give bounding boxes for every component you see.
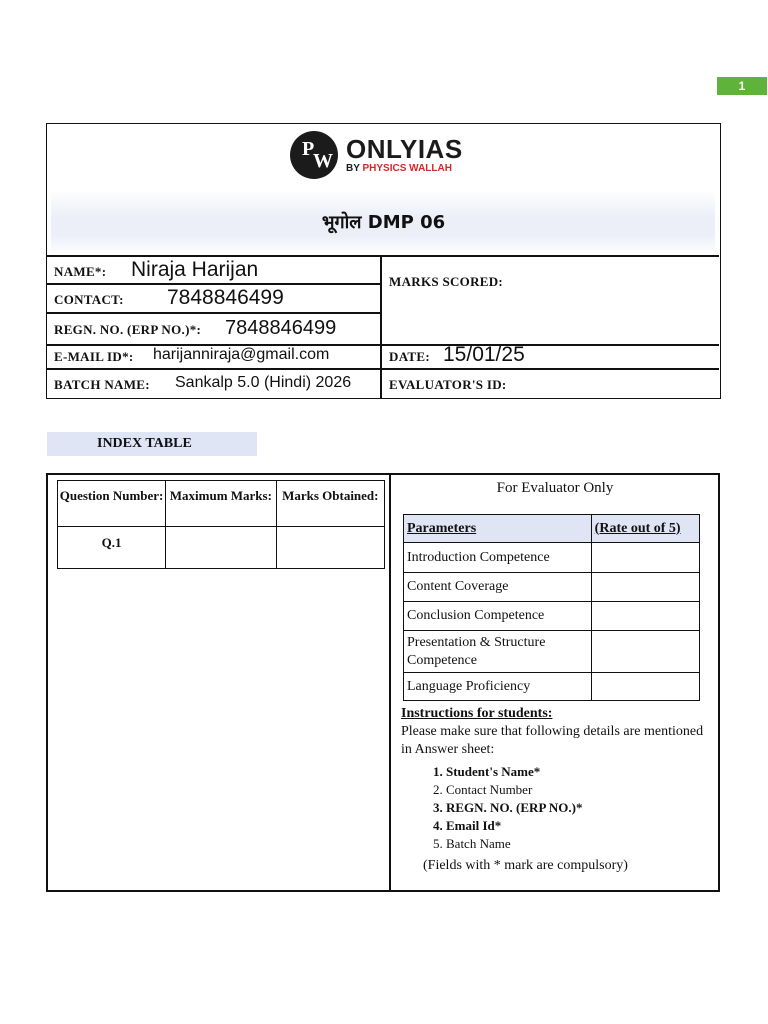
instructions-block (401, 705, 711, 875)
rate-cell[interactable] (591, 543, 699, 573)
rate-cell[interactable] (591, 673, 699, 701)
header-box (46, 123, 721, 399)
list-item: 3. REGN. NO. (ERP NO.)* (446, 799, 711, 817)
table-row (404, 573, 700, 602)
marks-scored-label: MARKS SCORED: (389, 274, 504, 289)
parameter-label: Language Proficiency (404, 673, 592, 701)
rate-cell[interactable] (591, 631, 699, 673)
marks-obtained-cell[interactable] (276, 527, 384, 569)
batch-value: Sankalp 5.0 (Hindi) 2026 (175, 374, 352, 391)
compulsory-note: (Fields with * mark are compulsory) (423, 858, 628, 873)
max-marks-cell[interactable] (166, 527, 276, 569)
instructions-heading: Instructions for students: (401, 706, 553, 721)
parameter-label: Conclusion Competence (404, 602, 592, 631)
question-cell: Q.1 (58, 527, 166, 569)
table-row (58, 527, 385, 569)
regn-label: REGN. NO. (ERP NO.)*: (54, 322, 202, 337)
pw-logo-icon: P W (290, 131, 338, 179)
date-value: 15/01/25 (443, 343, 525, 366)
list-item: 4. Email Id* (446, 817, 711, 835)
question-number-header: Question Number: (58, 481, 166, 527)
evaluator-table (403, 514, 700, 701)
rate-cell[interactable] (591, 602, 699, 631)
regn-value: 7848846499 (225, 317, 337, 339)
email-value: harijanniraja@gmail.com (153, 346, 330, 363)
rate-cell[interactable] (591, 573, 699, 602)
evaluator-title: For Evaluator Only (496, 480, 614, 496)
table-row (404, 631, 700, 673)
instructions-intro: Please make sure that following details are mentioned in Answer sheet: (401, 724, 704, 757)
rate-header: (Rate out of 5) (591, 515, 699, 543)
maximum-marks-header: Maximum Marks: (166, 481, 276, 527)
parameter-label: Content Coverage (404, 573, 592, 602)
index-divider (389, 473, 391, 892)
date-label: DATE: (389, 349, 430, 364)
table-row (404, 673, 700, 701)
document-title: भूगोल DMP 06 (321, 212, 446, 233)
table-row (404, 543, 700, 573)
list-item: 2. Contact Number (446, 781, 711, 799)
instructions-list (401, 763, 711, 853)
list-item: 5. Batch Name (446, 835, 711, 853)
contact-value: 7848846499 (167, 286, 284, 309)
marks-obtained-header: Marks Obtained: (276, 481, 384, 527)
batch-label: BATCH NAME: (54, 377, 150, 392)
table-row (404, 602, 700, 631)
logo-wordmark: ONLYIAS (346, 133, 463, 164)
logo-subtitle: BY PHYSICS WALLAH (346, 162, 452, 174)
parameter-label: Introduction Competence (404, 543, 592, 573)
question-table (57, 480, 385, 569)
onlyias-logo (290, 127, 463, 182)
index-table-label: INDEX TABLE (47, 432, 257, 456)
page-number-badge: 1 (717, 77, 767, 95)
name-label: NAME*: (54, 264, 107, 279)
parameters-header: Parameters (404, 515, 592, 543)
contact-label: CONTACT: (54, 292, 124, 307)
email-label: E-MAIL ID*: (54, 349, 134, 364)
name-value: Niraja Harijan (131, 258, 259, 281)
list-item: 1. Student's Name* (446, 763, 711, 781)
parameter-label: Presentation & Structure Competence (404, 631, 592, 673)
evaluator-id-label: EVALUATOR'S ID: (389, 377, 507, 392)
